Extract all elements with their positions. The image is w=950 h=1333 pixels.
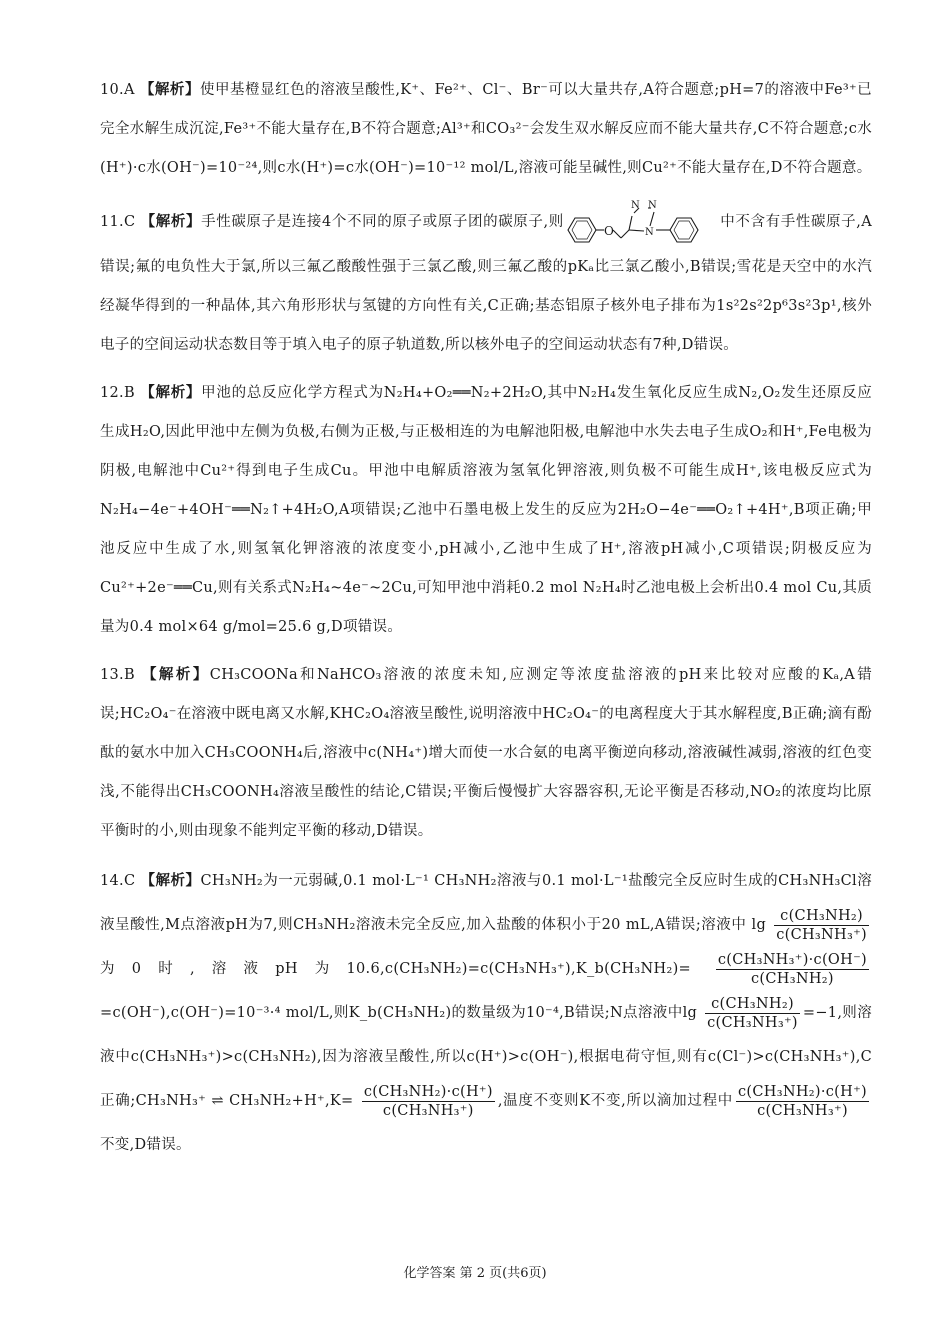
oxygen-label: O [603, 224, 615, 238]
fraction-denominator: c(CH₃NH₃⁺) [757, 1102, 848, 1119]
analysis-tag: 【解析】 [140, 872, 201, 889]
fraction-numerator: c(CH₃NH₂) [774, 907, 869, 926]
fraction-denominator: c(CH₃NH₃⁺) [776, 926, 867, 943]
fraction-4 [362, 1083, 495, 1120]
fraction-numerator: c(CH₃NH₂) [705, 995, 800, 1014]
answer-label: 12.B [100, 385, 135, 401]
answer-text-part-1: CH₃NH₂为一元弱碱,0.1 mol·L⁻¹ CH₃NH₂溶液与0.1 mol·L⁻¹盐酸完全反应时生成的CH₃NH₃Cl溶液呈酸性,M点溶液pH为7,则CH₃NH₂溶液未完全反应,加入盐酸的体积小于20 mL,A错误;溶液中 lg [100, 873, 872, 933]
answer-label: 11.C [100, 214, 136, 230]
page-footer: 化学答案 第 2 页(共6页) [403, 1266, 547, 1281]
fraction-3 [705, 995, 800, 1032]
fraction-numerator: c(CH₃NH₂)·c(H⁺) [738, 1083, 867, 1100]
answer-text-after: 中不含有手性碳原子,A错误;氟的电负性大于氯,所以三氟乙酸酸性强于三氯乙酸,则三氟乙酸的pKₐ比三氯乙酸小,B错误;雪花是天空中的水汽经凝华得到的一种晶体,其六角形形状与氢键的方向性有关,C正确;基态铝原子核外电子排布为1s²2s²2p⁶3s²3p¹,核外电子的空间运动状态数目等于填入电子的原子轨道数,所以核外电子的空间运动状态有7种,D错误。 [100, 214, 872, 353]
answer-13 [100, 655, 872, 851]
fraction-2 [716, 951, 869, 988]
analysis-tag: 【解析】 [140, 384, 202, 401]
answer-14 [100, 859, 872, 1167]
answer-11 [100, 196, 872, 365]
analysis-tag: 【解析】 [140, 213, 202, 230]
answer-text: 甲池的总反应化学方程式为N₂H₄+O₂══N₂+2H₂O,其中N₂H₄发生氧化反应生成N₂,O₂发生还原反应生成H₂O,因此甲池中左侧为负极,右侧为正极,与正极相连的为电解池阳极,电解池中水失去电子生成O₂和H⁺,Fe电极为阴极,电解池中Cu²⁺得到电子生成Cu。甲池中电解质溶液为氢氧化钾溶液,则负极不可能生成H⁺,该电极反应式为N₂H₄−4e⁻+4OH⁻══N₂↑+4H₂O,A项错误;乙池中石墨电极上发生的反应为2H₂O−4e⁻══O₂↑+4H⁺,B项正确;甲池反应中生成了水,则氢氧化钾溶液的浓度变小,pH减小,乙池中生成了H⁺,溶液pH减小,C项错误;阴极反应为Cu²⁺+2e⁻══Cu,则有关系式N₂H₄~4e⁻~2Cu,可知甲池中消耗0.2 mol N₂H₄时乙池电极上会析出0.4 mol Cu,其质量为0.4 mol×64 g/mol=25.6 g,D项错误。 [100, 385, 872, 635]
triazole-molecule-structure [566, 196, 718, 248]
answer-text-part-4: =−1,则溶液中c(CH₃NH₃⁺)>c(CH₃NH₂),因为溶液呈酸性,所以c(H⁺)>c(OH⁻),根据电荷守恒,则有c(Cl⁻)>c(CH₃NH₃⁺),C正确;CH₃NH₃⁺ ⇌ CH₃NH₂+H⁺,K= [100, 1005, 872, 1109]
fraction-denominator: c(CH₃NH₃⁺) [707, 1014, 798, 1031]
fraction-numerator: c(CH₃NH₃⁺)·c(OH⁻) [717, 951, 867, 968]
answer-text: 使甲基橙显红色的溶液呈酸性,K⁺、Fe²⁺、Cl⁻、Br⁻可以大量共存,A符合题意;pH=7的溶液中Fe³⁺已完全水解生成沉淀,Fe³⁺不能大量存在,B不符合题意;Al³⁺和CO₃²⁻会发生双水解反应而不能大量共存,C不符合题意;c水(H⁺)·c水(OH⁻)=10⁻²⁴,则c水(H⁺)=c水(OH⁻)=10⁻¹² mol/L,溶液可能呈碱性,则Cu²⁺不能大量存在,D不符合题意。 [100, 82, 872, 176]
fraction-numerator: c(CH₃NH₂)·c(H⁺) [363, 1083, 493, 1100]
analysis-tag: 【解析】 [141, 666, 210, 683]
fraction-1 [774, 907, 869, 944]
fraction-denominator: c(CH₃NH₃⁺) [382, 1102, 474, 1119]
answer-text-before: 手性碳原子是连接4个不同的原子或原子团的碳原子,则 [201, 214, 564, 230]
answer-text-part-2: 为0时,溶液pH为10.6,c(CH₃NH₂)=c(CH₃NH₃⁺),K_b(CH₃NH₂)= [100, 961, 691, 977]
answer-12 [100, 373, 872, 647]
answer-label: 10.A [100, 82, 135, 98]
fraction-denominator: c(CH₃NH₂) [751, 970, 834, 987]
answer-10 [100, 70, 872, 188]
answer-text: CH₃COONa和NaHCO₃溶液的浓度未知,应测定等浓度盐溶液的pH来比较对应酸的Kₐ,A错误;HC₂O₄⁻在溶液中既电离又水解,KHC₂O₄溶液呈酸性,说明溶液中HC₂O₄⁻的电离程度大于其水解程度,B正确;滴有酚酞的氨水中加入CH₃COONH₄后,溶液中c(NH₄⁺)增大而使一水合氨的电离平衡逆向移动,溶液碱性减弱,溶液的红色变浅,不能得出CH₃COONH₄溶液呈酸性的结论,C错误;平衡后慢慢扩大容器容积,无论平衡是否移动,NO₂的浓度均比原平衡时的小,则由现象不能判定平衡的移动,D错误。 [100, 667, 872, 839]
nitrogen-label-3: N [644, 227, 654, 238]
answer-label: 14.C [100, 873, 136, 889]
answer-text-part-5: ,温度不变则K不变,所以滴加过程中 [497, 1093, 734, 1109]
analysis-tag: 【解析】 [139, 81, 200, 98]
nitrogen-label-1: N [630, 200, 640, 211]
fraction-5 [736, 1083, 869, 1120]
nitrogen-label-2: N [647, 200, 657, 211]
answer-label: 13.B [100, 667, 135, 683]
answer-text-part-6: 不变,D错误。 [100, 1137, 191, 1153]
answer-text-part-3: =c(OH⁻),c(OH⁻)=10⁻³·⁴ mol/L,则K_b(CH₃NH₂)的数量级为10⁻⁴,B错误;N点溶液中lg [100, 1005, 698, 1021]
